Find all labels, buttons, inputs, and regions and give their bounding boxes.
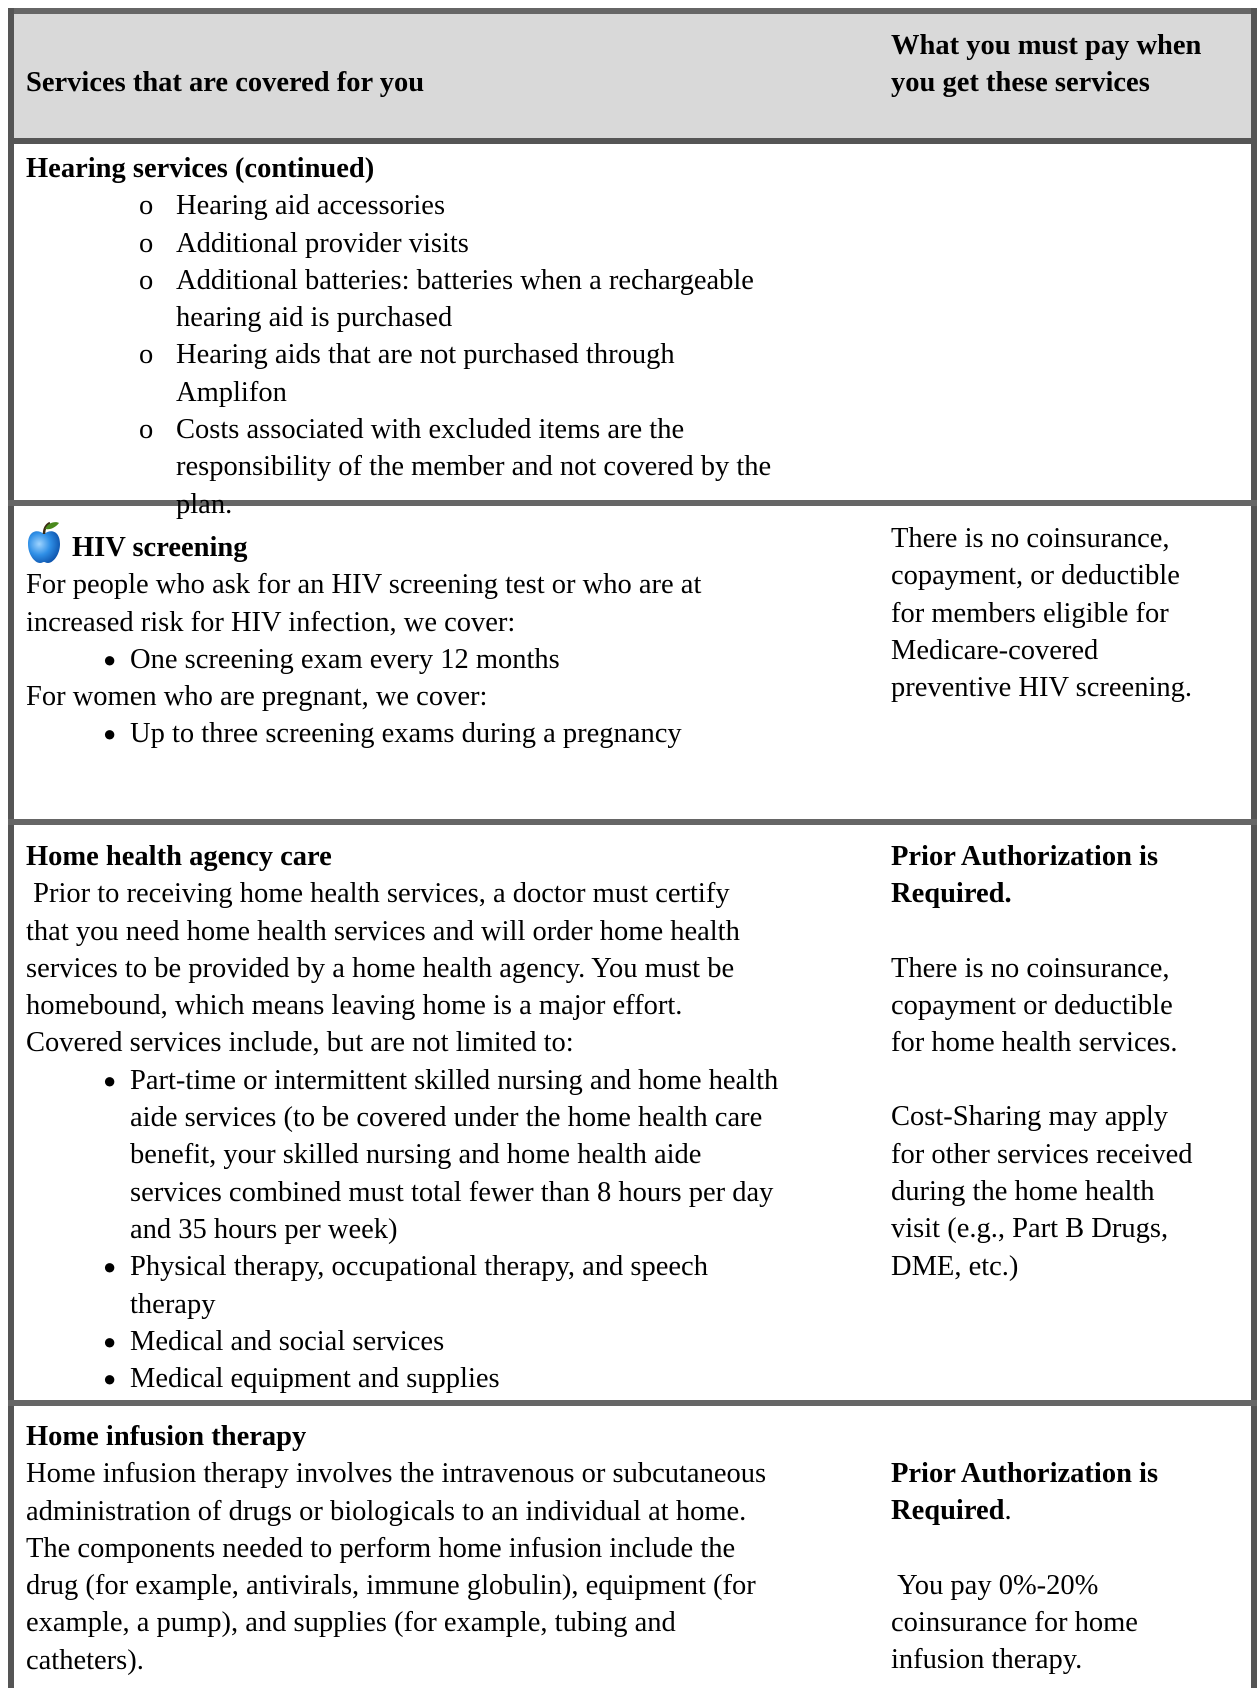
list-item: ● Up to three screening exams during a pregnancy	[103, 718, 682, 750]
header-pay-column	[891, 27, 1251, 102]
hiv-intro-line2: increased risk for HIV infection, we cover:	[26, 606, 516, 638]
home-health-para-line: Prior to receiving home health services, a doctor must certify	[26, 878, 730, 910]
header-col2-line2: you get these services	[891, 67, 1150, 99]
hiv-pay-cell: There is no coinsurance, copayment, or deductible for members eligible for Medicare-covered preventive HIV screening.	[891, 523, 1192, 704]
home-health-cell	[26, 838, 886, 1397]
header-services-column	[26, 64, 866, 101]
list-item: o Additional batteries: batteries when a rechargeable hearing aid is purchased	[139, 264, 754, 334]
list-item: o Additional provider visits	[139, 227, 469, 259]
hiv-bullets-pregnancy	[26, 715, 886, 752]
hiv-women-line: For women who are pregnant, we cover:	[26, 681, 488, 713]
home-health-para-line: homebound, which means leaving home is a major effort.	[26, 990, 683, 1022]
hearing-exclusions-list	[26, 187, 886, 523]
home-health-para-line: services to be provided by a home health agency. You must be	[26, 952, 735, 984]
list-item: o Hearing aid accessories	[139, 190, 446, 222]
hiv-bullets-general	[26, 641, 886, 678]
hiv-screening-title-row	[26, 520, 886, 566]
prior-auth-line2: Required.	[891, 878, 1012, 910]
header-col1-text: Services that are covered for you	[26, 67, 425, 98]
home-infusion-title: Home infusion therapy	[26, 1421, 307, 1452]
home-health-services-list	[26, 1062, 886, 1398]
list-item: o Costs associated with excluded items are the responsibility of the member and not covered by the plan.	[139, 414, 772, 520]
list-item: ● Physical therapy, occupational therapy, and speech therapy	[103, 1251, 708, 1320]
list-item: ● Medical and social services	[103, 1325, 445, 1357]
list-item: ● Medical equipment and supplies	[103, 1363, 500, 1395]
home-health-para-line: that you need home health services and will order home health	[26, 915, 740, 947]
list-item: ● One screening exam every 12 months	[103, 643, 560, 675]
apple-icon	[26, 520, 62, 564]
home-health-pay-cell: Prior Authorization is Required. There is no coinsurance, copayment or deductible for home health services. Cost-Sharing may apply for other services received during the home health visit (e.g., Part B Drugs, DME, etc.)	[891, 838, 1251, 1285]
home-infusion-cell: Home infusion therapy Home infusion therapy involves the intravenous or subcutaneous administration of drugs or biologicals to an individual at home. The components needed to perform home infusion include the drug (for example, antivirals, immune globulin), equipment (for example, a pump), and supplies (for example, tubing and catheters).	[26, 1418, 886, 1679]
hearing-services-cell	[26, 150, 886, 523]
hearing-services-title: Hearing services (continued)	[26, 153, 375, 184]
prior-auth-line1: Prior Authorization is	[891, 841, 1159, 872]
hiv-screening-title: HIV screening	[72, 532, 248, 563]
home-health-para-line: Covered services include, but are not limited to:	[26, 1027, 574, 1059]
list-item: o Hearing aids that are not purchased through Amplifon	[139, 339, 675, 408]
header-col2-line1: What you must pay when	[891, 30, 1202, 61]
home-infusion-pay-cell: Prior Authorization is Required. You pay 0%-20% coinsurance for home infusion therapy.	[891, 1455, 1251, 1678]
prior-auth-line1: Prior Authorization is	[891, 1458, 1159, 1489]
prior-auth-line2: Required.	[891, 1495, 1012, 1527]
home-health-title: Home health agency care	[26, 841, 332, 872]
hiv-screening-cell	[26, 520, 886, 753]
list-item: ● Part-time or intermittent skilled nursing and home health aide services (to be covered under the home health care benefit, your skilled nursing and home health aide services combined must total fewer than 8 hours per day and 35 hours per week)	[103, 1064, 779, 1245]
hiv-intro-line1: For people who ask for an HIV screening test or who are at	[26, 569, 702, 601]
